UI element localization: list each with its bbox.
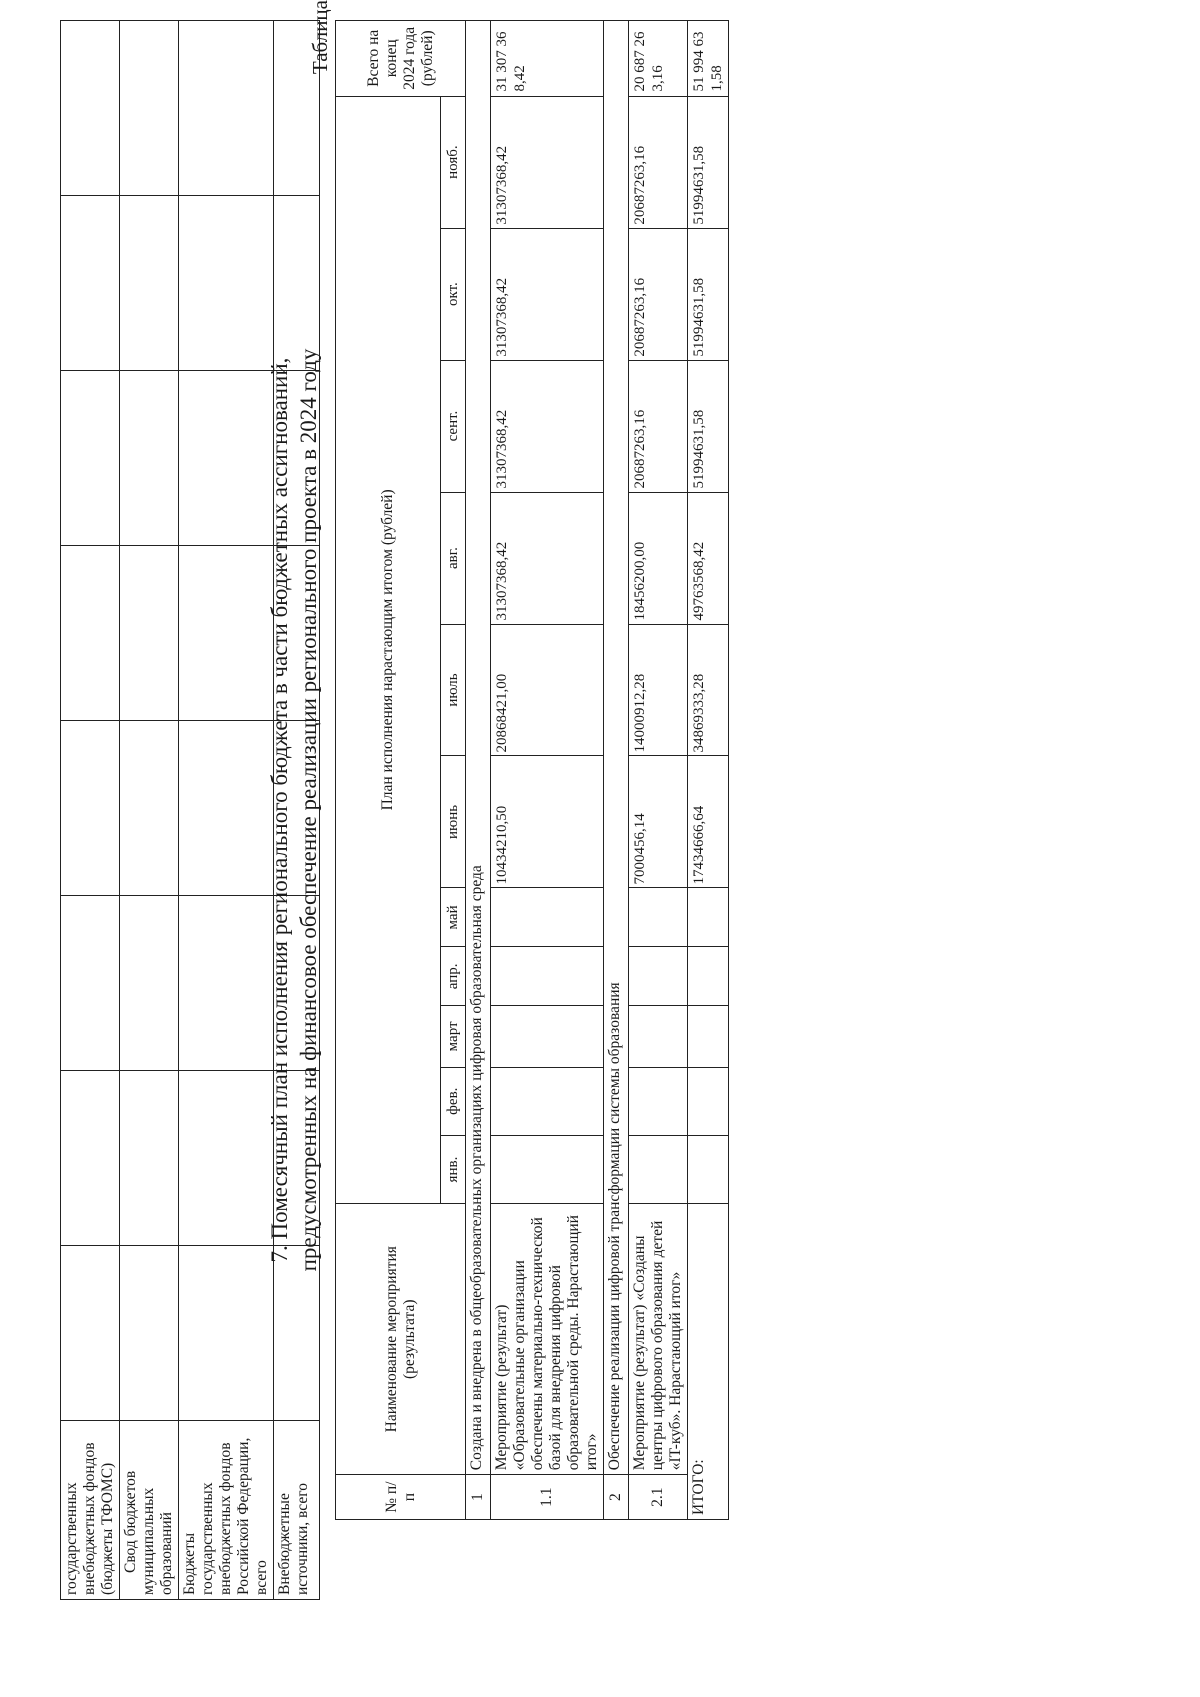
month-header: июнь bbox=[441, 756, 466, 888]
header-name: Наименование мероприятия (результата) bbox=[336, 1204, 466, 1475]
row-num: 1.1 bbox=[491, 1475, 604, 1520]
month-header: май bbox=[441, 888, 466, 947]
cell-value: 51994631,58 bbox=[688, 96, 729, 228]
month-header: апр. bbox=[441, 947, 466, 1006]
section-row bbox=[466, 21, 491, 1520]
row-num: 2 bbox=[604, 1475, 629, 1520]
table-row bbox=[61, 21, 120, 1600]
section-heading bbox=[265, 20, 323, 1600]
month-header: сент. bbox=[441, 360, 466, 492]
row-label: Свод бюджетов муниципальных образований bbox=[120, 1421, 179, 1600]
cell-value bbox=[491, 1006, 604, 1067]
table-row bbox=[491, 21, 604, 1520]
cell-value bbox=[688, 1135, 729, 1203]
monthly-plan-table bbox=[335, 20, 729, 1520]
row-num: 1 bbox=[466, 1475, 491, 1520]
cell-value: 31307368,42 bbox=[491, 492, 604, 624]
table-row bbox=[179, 21, 274, 1600]
header-num: № п/п bbox=[336, 1475, 466, 1520]
cell-value: 18456200,00 bbox=[629, 492, 688, 624]
cell-value bbox=[629, 1135, 688, 1203]
month-header: нояб. bbox=[441, 96, 466, 228]
row-label: государственных внебюджетных фондов (бюджеты ТФОМС) bbox=[61, 1421, 120, 1600]
section-title: Создана и внедрена в общеобразовательных организациях цифровая образовательная среда bbox=[466, 21, 491, 1475]
cell-value bbox=[491, 947, 604, 1006]
cell-value bbox=[688, 947, 729, 1006]
cell-total: 31 307 368,42 bbox=[491, 21, 604, 97]
row-label: Внебюджетные источники, всего bbox=[274, 1421, 320, 1600]
cell-value: 17434666,64 bbox=[688, 756, 729, 888]
header-total: Всего на конец 2024 года (рублей) bbox=[336, 21, 466, 97]
section-row bbox=[604, 21, 629, 1520]
month-header: фев. bbox=[441, 1067, 466, 1135]
cell-value: 51994631,58 bbox=[688, 360, 729, 492]
cell-value bbox=[688, 1067, 729, 1135]
cell-value bbox=[688, 1006, 729, 1067]
cell-value bbox=[629, 1006, 688, 1067]
cell-value: 20868421,00 bbox=[491, 624, 604, 756]
row-num: 2.1 bbox=[629, 1475, 688, 1520]
section-title: Обеспечение реализации цифровой трансформации системы образования bbox=[604, 21, 629, 1475]
cell-value: 31307368,42 bbox=[491, 228, 604, 360]
month-header: окт. bbox=[441, 228, 466, 360]
month-header: март bbox=[441, 1006, 466, 1067]
cell-value bbox=[491, 1067, 604, 1135]
row-label: Бюджеты государственных внебюджетных фондов Российской Федерации, всего bbox=[179, 1421, 274, 1600]
cell-value: 51994631,58 bbox=[688, 228, 729, 360]
row-name: Мероприятие (результат) «Образовательные организации обеспечены материально-технической базой для внедрения цифровой образовательной среды. Нарастающий итог» bbox=[491, 1204, 604, 1475]
cell-value bbox=[491, 888, 604, 947]
header-plan: План исполнения нарастающим итогом (рублей) bbox=[336, 96, 441, 1204]
total-label: ИТОГО: bbox=[688, 1204, 729, 1520]
cell-value: 20687263,16 bbox=[629, 228, 688, 360]
month-header: авг. bbox=[441, 492, 466, 624]
header-row bbox=[336, 21, 441, 1520]
cell-value bbox=[491, 1135, 604, 1203]
cell-value: 7000456,14 bbox=[629, 756, 688, 888]
cell-value: 14000912,28 bbox=[629, 624, 688, 756]
table-caption: Таблица bbox=[308, 0, 332, 75]
total-row bbox=[688, 21, 729, 1520]
month-header: янв. bbox=[441, 1135, 466, 1203]
cell-value bbox=[629, 888, 688, 947]
cell-value: 31307368,42 bbox=[491, 360, 604, 492]
cell-value: 31307368,42 bbox=[491, 96, 604, 228]
cell-value: 20687263,16 bbox=[629, 96, 688, 228]
cell-value bbox=[688, 888, 729, 947]
cell-value bbox=[629, 947, 688, 1006]
rotated-document-page bbox=[60, 0, 1160, 1600]
cell-value: 34869333,28 bbox=[688, 624, 729, 756]
cell-value bbox=[629, 1067, 688, 1135]
cell-value: 20687263,16 bbox=[629, 360, 688, 492]
cell-value: 10434210,50 bbox=[491, 756, 604, 888]
table-row bbox=[120, 21, 179, 1600]
heading-line-2: предусмотренных на финансовое обеспечение реализации регионального проекта в 2024 году bbox=[296, 348, 321, 1272]
heading-line-1: 7. Помесячный план исполнения регионального бюджета в части бюджетных ассигнований, bbox=[267, 357, 292, 1263]
table-row bbox=[629, 21, 688, 1520]
cell-total: 51 994 631,58 bbox=[688, 21, 729, 97]
cell-total: 20 687 263,16 bbox=[629, 21, 688, 97]
month-header: июль bbox=[441, 624, 466, 756]
cell-value: 49763568,42 bbox=[688, 492, 729, 624]
row-name: Мероприятие (результат) «Созданы центры цифрового образования детей «IT-куб». Нарастающий итог» bbox=[629, 1204, 688, 1475]
